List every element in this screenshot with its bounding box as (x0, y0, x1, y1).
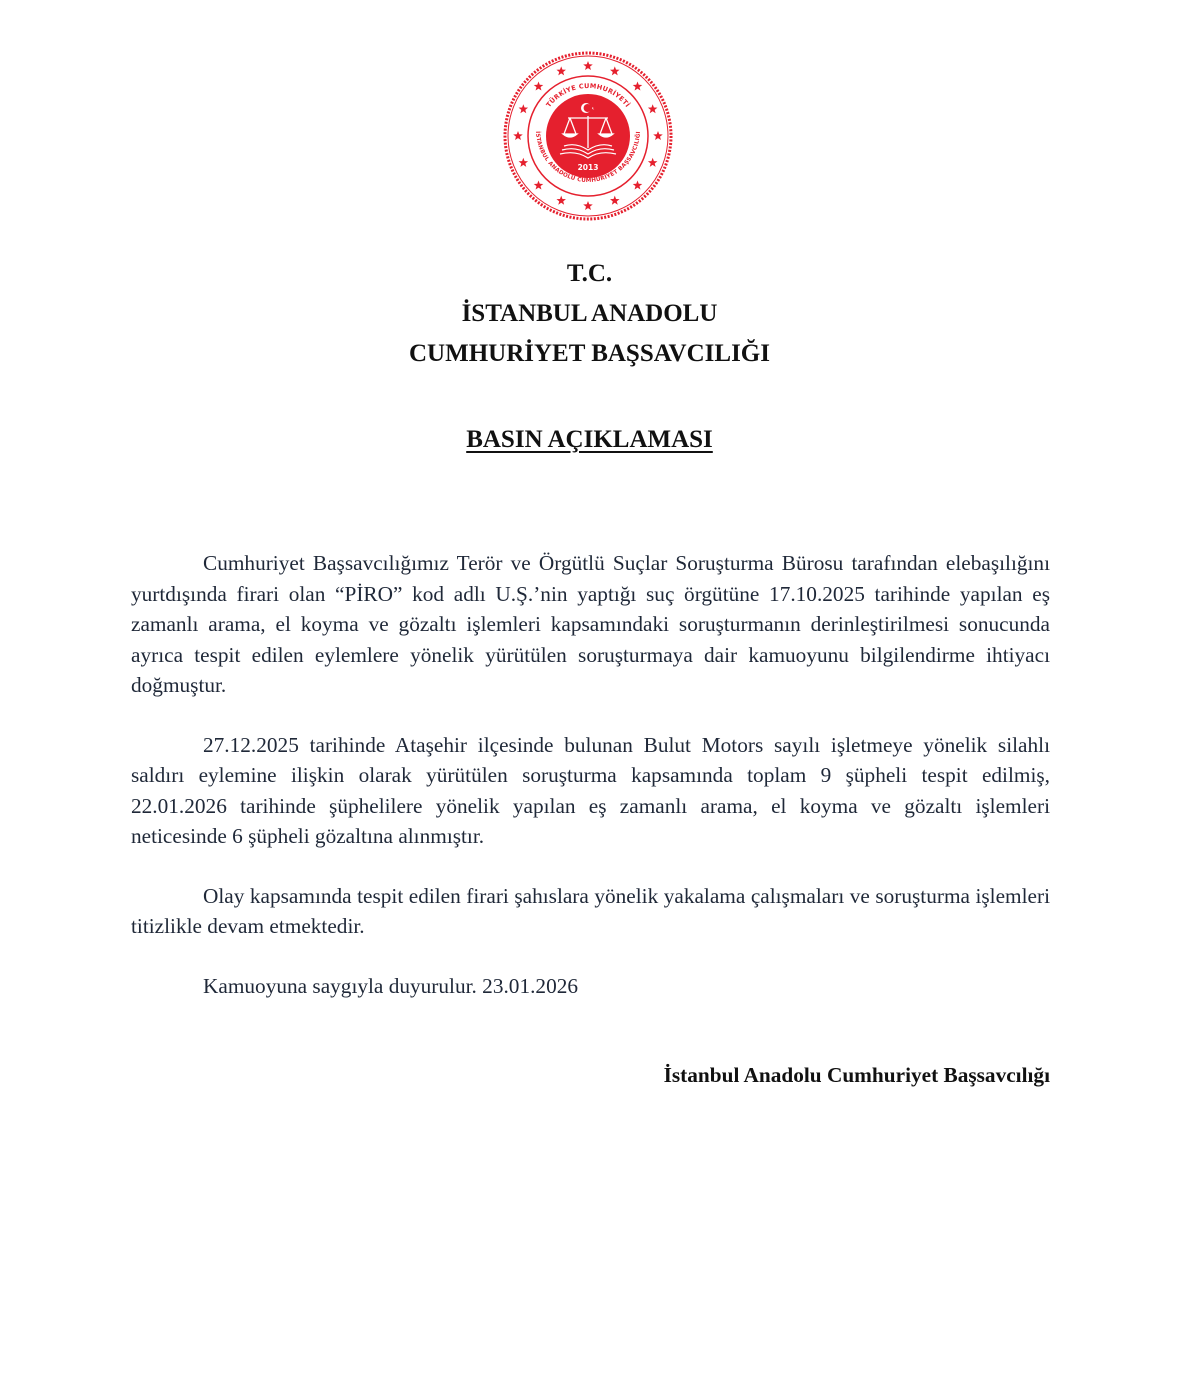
seal-top-text: TÜRKİYE CUMHURİYETİ (544, 81, 632, 109)
star-icon (519, 104, 529, 113)
star-icon (633, 82, 643, 91)
header-line-cumhuriyet-bassavciligi: CUMHURİYET BAŞSAVCILIĞI (409, 340, 770, 367)
star-icon (610, 66, 620, 75)
star-icon (534, 181, 544, 190)
document-header (0, 254, 1179, 374)
star-icon (633, 181, 643, 190)
star-icon (556, 66, 566, 75)
star-icon (648, 158, 658, 167)
star-icon (653, 131, 663, 140)
header-line-tc: T.C. (566, 260, 613, 287)
prosecutor-office-seal-logo (502, 50, 674, 222)
seal-year: 2013 (577, 163, 599, 172)
signature-block: İstanbul Anadolu Cumhuriyet Başsavcılığı (663, 1063, 1050, 1087)
star-icon (583, 201, 593, 210)
star-icon (648, 104, 658, 113)
body-paragraph: 27.12.2025 tarihinde Ataşehir ilçesinde bulunan Bulut Motors sayılı işletmeye yönelik silahlı saldırı eylemine ilişkin olarak yürütülen soruşturma kapsamında toplam 9 şüpheli tespit edilmiş, 22.01.2026 tarihinde şüphelilere yönelik yapılan eş zamanlı arama, el koyma ve gözaltı işlemleri neticesinde 6 şüpheli gözaltına alınmıştır. (131, 732, 1050, 848)
document-body (131, 548, 1050, 1030)
seal-ring-text: İSTANBUL ANADOLU CUMHURİYET BAŞSAVCILIĞI (534, 131, 642, 185)
header-line-istanbul-anadolu: İSTANBUL ANADOLU (461, 300, 718, 327)
star-icon (610, 196, 620, 205)
closing-line: Kamuoyuna saygıyla duyurulur. 23.01.2026 (203, 973, 579, 998)
star-icon (513, 131, 523, 140)
body-paragraph: Olay kapsamında tespit edilen firari şahıslara yönelik yakalama çalışmaları ve soruşturma işlemleri titizlikle devam etmektedir. (131, 883, 1050, 938)
star-icon (583, 61, 593, 70)
body-paragraph: Cumhuriyet Başsavcılığımız Terör ve Örgütlü Suçlar Soruşturma Bürosu tarafından elebaşılığını yurtdışında firari olan “PİRO” kod adlı U.Ş.’nin yaptığı suç örgütüne 17.10.2025 tarihinde yapılan eş zamanlı arama, el koyma ve gözaltı işlemleri kapsamındaki soruşturmanın derinleştirilmesi sonucunda ayrıca tespit edilen eylemlere yönelik yürütülen soruşturmaya dair kamuoyunu bilgilendirme ihtiyacı doğmuştur. (131, 551, 1050, 697)
star-icon (534, 82, 544, 91)
star-icon (519, 158, 529, 167)
star-icon (556, 196, 566, 205)
press-release-title: BASIN AÇIKLAMASI (466, 426, 713, 453)
document-title (0, 426, 1179, 454)
